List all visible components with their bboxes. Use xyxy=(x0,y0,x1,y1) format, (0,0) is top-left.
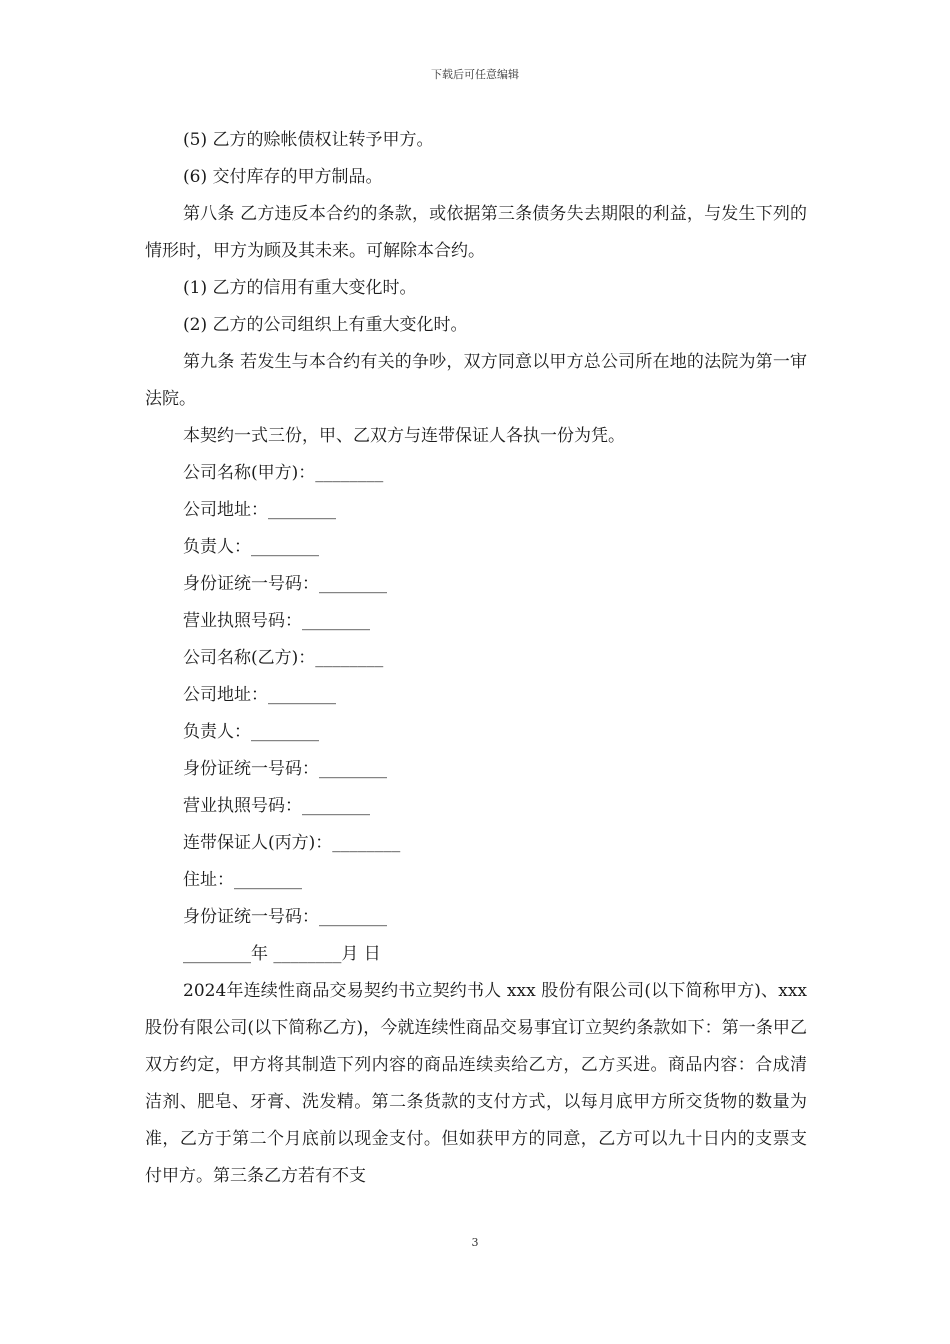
party-a-id-number: 身份证统一号码：________ xyxy=(183,574,387,594)
guarantor-address: 住址：________ xyxy=(183,870,302,890)
guarantor-id-number: 身份证统一号码：________ xyxy=(183,907,387,927)
guarantor-name: 连带保证人(丙方)：________ xyxy=(183,833,401,853)
copies-statement: 本契约一式三份，甲、乙双方与连带保证人各执一份为凭。 xyxy=(183,426,625,446)
article-8: 第八条 乙方违反本合约的条款，或依据第三条债务失去期限的利益，与发生下列的情形时，甲方为顾及其未来。可解除本合约。 xyxy=(145,204,807,261)
party-a-company-address: 公司地址：________ xyxy=(183,500,336,520)
page-header: 下载后可任意编辑 xyxy=(431,68,519,81)
article-9: 第九条 若发生与本合约有关的争吵，双方同意以甲方总公司所在地的法院为第一审法院。 xyxy=(145,352,807,409)
article-8-item-1: (1) 乙方的信用有重大变化时。 xyxy=(183,278,417,298)
party-b-company-name: 公司名称(乙方)：________ xyxy=(183,648,384,668)
clause-item-6: (6) 交付库存的甲方制品。 xyxy=(183,167,383,187)
party-b-id-number: 身份证统一号码：________ xyxy=(183,759,387,779)
article-8-item-2: (2) 乙方的公司组织上有重大变化时。 xyxy=(183,315,468,335)
party-b-company-address: 公司地址：________ xyxy=(183,685,336,705)
clause-item-5: (5) 乙方的赊帐债权让转予甲方。 xyxy=(183,130,434,150)
party-a-business-license: 营业执照号码：________ xyxy=(183,611,370,631)
party-a-representative: 负责人：________ xyxy=(183,537,319,557)
party-b-representative: 负责人：________ xyxy=(183,722,319,742)
party-b-business-license: 营业执照号码：________ xyxy=(183,796,370,816)
document-body xyxy=(145,122,807,1195)
signing-date: ________年 ________月 日 xyxy=(183,944,381,964)
page-number: 3 xyxy=(471,1236,479,1249)
party-a-company-name: 公司名称(甲方)：________ xyxy=(183,463,384,483)
closing-paragraph: 2024年连续性商品交易契约书立契约书人 xxx 股份有限公司(以下简称甲方)、xxx 股份有限公司(以下简称乙方)，今就连续性商品交易事宜订立契约条款如下：第一条甲乙双方约定，甲方将其制造下列内容的商品连续卖给乙方，乙方买进。商品内容：合成清洁剂、肥皂、牙膏、洗发精。第二条货款的支付方式，以每月底甲方所交货物的数量为准，乙方于第二个月底前以现金支付。但如获甲方的同意，乙方可以九十日内的支票支付甲方。第三条乙方若有不支 xyxy=(145,981,807,1186)
